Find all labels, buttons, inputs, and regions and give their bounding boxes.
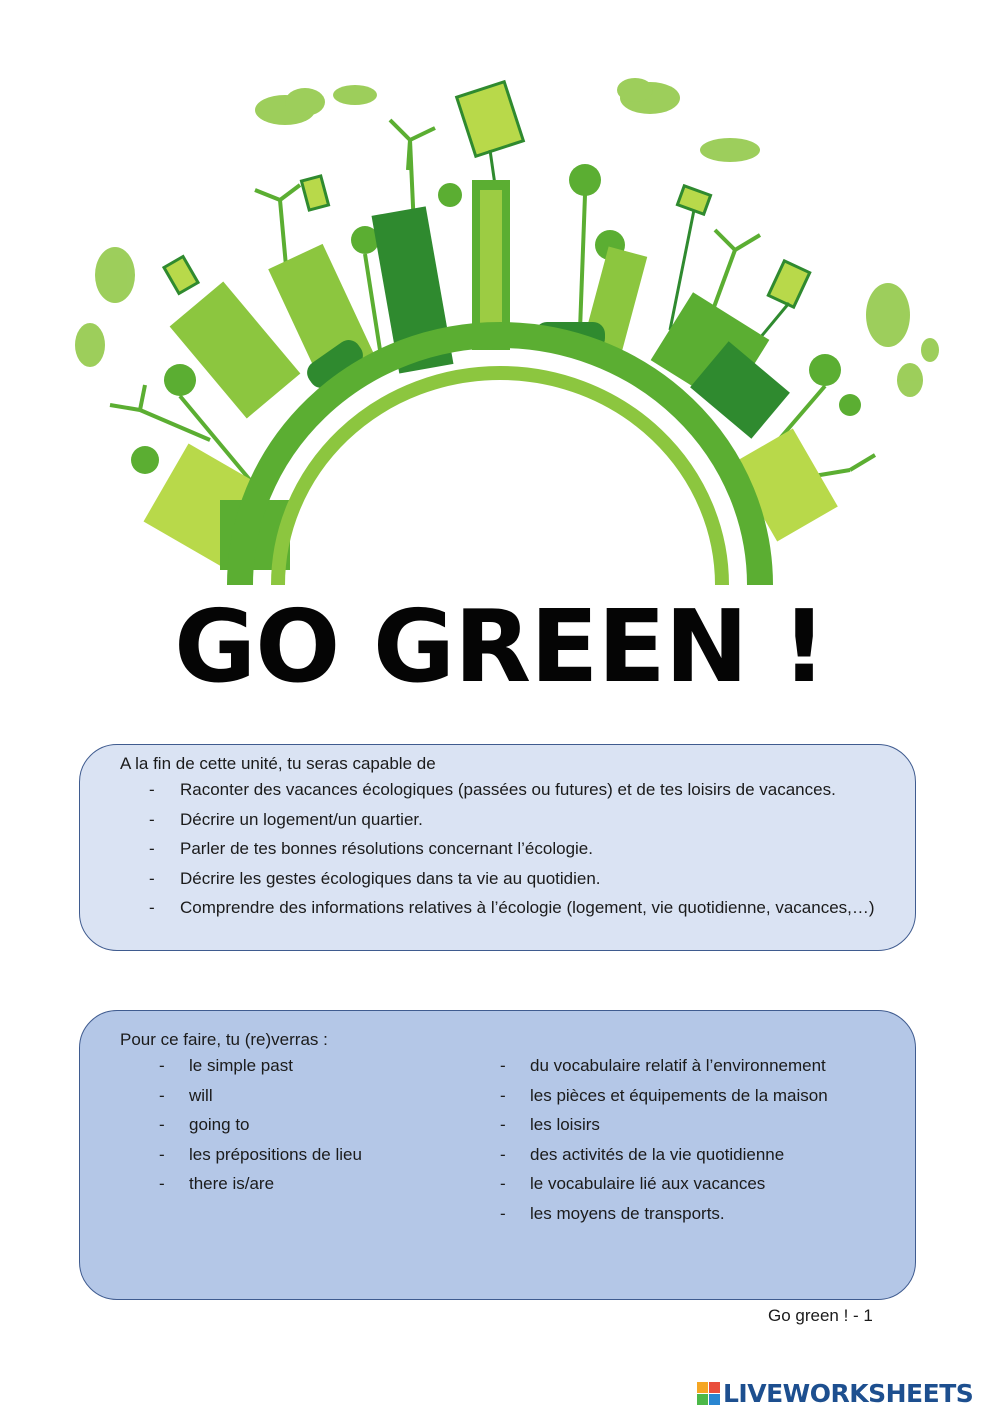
content-intro: Pour ce faire, tu (re)verras : bbox=[120, 1030, 328, 1049]
vocabulary-column bbox=[500, 1051, 860, 1228]
list-item: - Décrire les gestes écologiques dans ta vie au quotidien. bbox=[149, 868, 601, 888]
grammar-list bbox=[159, 1051, 500, 1199]
list-item: - Parler de tes bonnes résolutions concernant l’écologie. bbox=[149, 839, 593, 858]
list-item: - des activités de la vie quotidienne bbox=[500, 1144, 785, 1164]
objectives-intro: A la fin de cette unité, tu seras capable de bbox=[120, 754, 436, 773]
list-item: - du vocabulaire relatif à l’environnement bbox=[500, 1056, 826, 1075]
list-item: - going to bbox=[159, 1115, 250, 1134]
liveworksheets-logo[interactable] bbox=[697, 1378, 973, 1408]
page-footer-label: Go green ! - 1 bbox=[768, 1306, 873, 1325]
objectives-box bbox=[79, 744, 916, 951]
content-box bbox=[79, 1010, 916, 1300]
brand-name: LIVEWORKSHEETS bbox=[723, 1378, 974, 1408]
vocabulary-list bbox=[500, 1051, 860, 1228]
list-item: - Raconter des vacances écologiques (passées ou futures) et de tes loisirs de vacances. bbox=[149, 780, 836, 799]
list-item: - Comprendre des informations relatives à l’écologie (logement, vie quotidienne, vacances,…) bbox=[149, 898, 875, 917]
eco-city-illustration bbox=[50, 60, 950, 585]
list-item: - Décrire un logement/un quartier. bbox=[149, 809, 423, 829]
list-item: - les loisirs bbox=[500, 1115, 600, 1134]
page-title: GO GREEN ! bbox=[174, 588, 826, 705]
list-item: - le vocabulaire lié aux vacances bbox=[500, 1174, 766, 1193]
list-item: - le simple past bbox=[159, 1056, 293, 1075]
list-item: - there is/are bbox=[159, 1174, 275, 1193]
liveworksheets-logo-icon bbox=[697, 1382, 720, 1405]
objectives-list bbox=[120, 775, 895, 923]
list-item: - les prépositions de lieu bbox=[159, 1144, 362, 1164]
list-item: - will bbox=[159, 1085, 213, 1105]
grammar-column bbox=[120, 1051, 500, 1228]
list-item: - les pièces et équipements de la maison bbox=[500, 1085, 828, 1105]
list-item: - les moyens de transports. bbox=[500, 1203, 725, 1223]
content-columns bbox=[120, 1051, 895, 1228]
